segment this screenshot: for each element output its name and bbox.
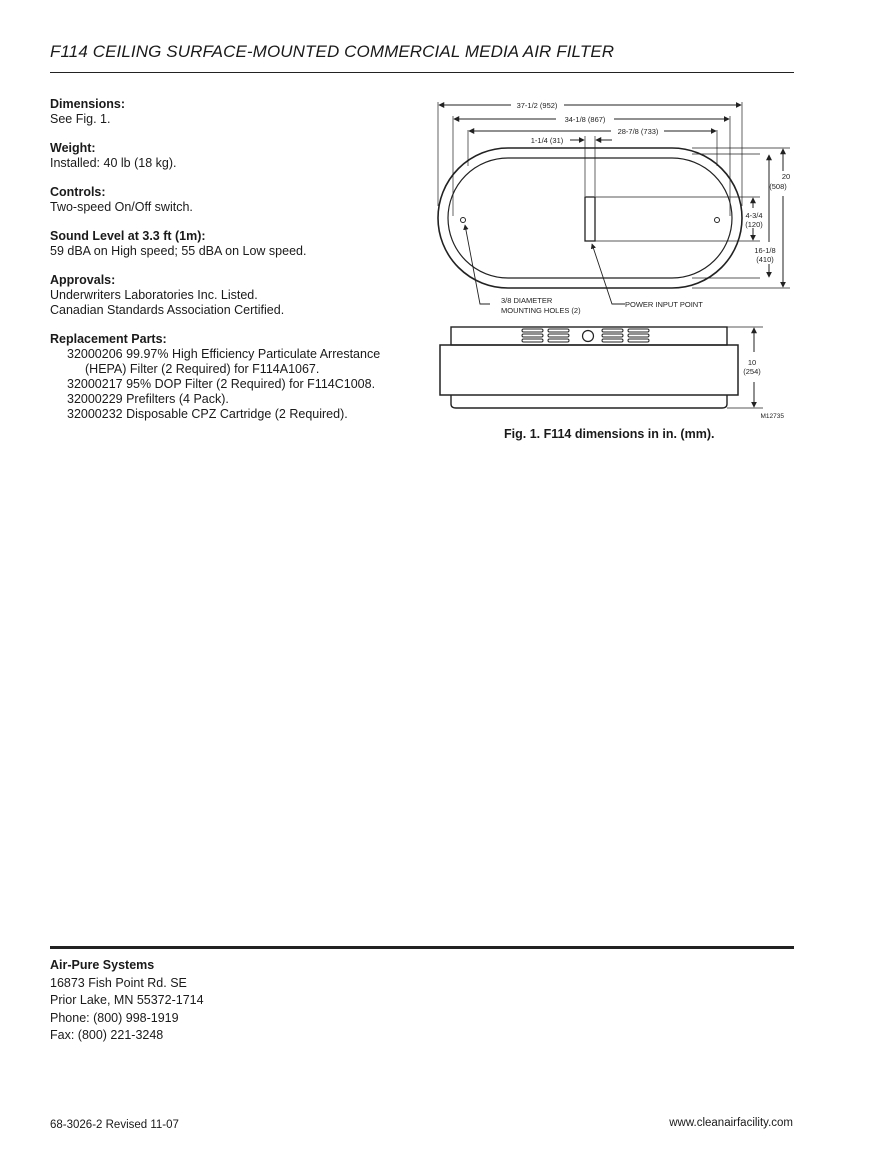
dim-depth: 20 [781,172,791,181]
spec-list [50,97,410,436]
dimension-figure [430,96,792,426]
dim-mid-mm: (120) [745,220,763,229]
side-view-base [451,395,727,408]
spec-value: 59 dBA on High speed; 55 dBA on Low speed. [50,244,307,258]
spec-approvals [50,273,410,318]
spec-heading: Controls: [50,185,106,199]
figure-caption: Fig. 1. F114 dimensions in in. (mm). [504,427,715,441]
drawing-code: M12735 [760,413,784,420]
address-phone: Phone: (800) 998-1919 [50,1010,179,1025]
spec-value: See Fig. 1. [50,112,111,126]
spec-value: Canadian Standards Association Certified. [50,303,285,317]
part-item: 32000217 95% DOP Filter (2 Required) for F114C1008. [67,377,376,391]
power-inlet [583,331,594,342]
part-item: 32000206 99.97% High Efficiency Particulate Arrestance [67,347,381,361]
part-item: 32000232 Disposable CPZ Cartridge (2 Required). [67,407,348,421]
spec-heading: Sound Level at 3.3 ft (1m): [50,229,206,243]
spec-heading: Approvals: [50,273,116,287]
spec-heading: Dimensions: [50,97,126,111]
label-power-input: POWER INPUT POINT [625,300,703,309]
dim-inner-width: 28-7/8 (733) [617,127,659,136]
address-fax: Fax: (800) 221-3248 [50,1028,164,1042]
spec-replacement-parts [50,332,410,422]
dim-inner-height-mm: (410) [756,255,774,264]
footer-divider [50,946,794,949]
spec-sound-level [50,229,410,259]
spec-dimensions [50,97,410,127]
website-link[interactable]: www.cleanairfacility.com [669,1117,793,1129]
dim-mid: 4-3/4 [745,211,763,220]
side-view-body [440,345,738,395]
dim-height: 10 [747,358,757,367]
address-city: Prior Lake, MN 55372-1714 [50,993,204,1007]
label-mounting-holes: 3/8 DIAMETER [501,296,553,305]
document-number: 68-3026-2 Revised 11-07 [50,1119,179,1131]
label-mounting-holes-2: MOUNTING HOLES (2) [501,306,581,315]
part-item-continued: (HEPA) Filter (2 Required) for F114A1067. [85,362,320,376]
dim-inner-height: 16-1/8 [754,246,776,255]
company-address [50,957,204,1045]
spec-weight [50,141,410,171]
mounting-hole-left [461,218,466,223]
dim-offset: 1-1/4 (31) [530,136,564,145]
dim-depth-mm: (508) [769,182,787,191]
spec-value: Underwriters Laboratories Inc. Listed. [50,288,258,302]
dim-hole-spacing: 34-1/8 (867) [564,115,606,124]
spec-heading: Replacement Parts: [50,332,167,346]
top-view-inner-outline [448,158,732,278]
spec-value: Installed: 40 lb (18 kg). [50,156,177,170]
mounting-hole-right [715,218,720,223]
dimension-drawing [430,96,792,426]
side-view-top [451,327,727,345]
title-divider [50,72,794,73]
spec-value: Two-speed On/Off switch. [50,200,193,214]
page-title: F114 CEILING SURFACE-MOUNTED COMMERCIAL MEDIA AIR FILTER [50,42,615,61]
power-input-slot [585,197,595,241]
spec-heading: Weight: [50,141,96,155]
top-view-outline [438,148,742,288]
dim-height-mm: (254) [743,367,761,376]
part-item: 32000229 Prefilters (4 Pack). [67,392,229,406]
company-name: Air-Pure Systems [50,958,155,972]
address-street: 16873 Fish Point Rd. SE [50,975,187,990]
dim-overall-width: 37-1/2 (952) [516,101,558,110]
spec-controls [50,185,410,215]
